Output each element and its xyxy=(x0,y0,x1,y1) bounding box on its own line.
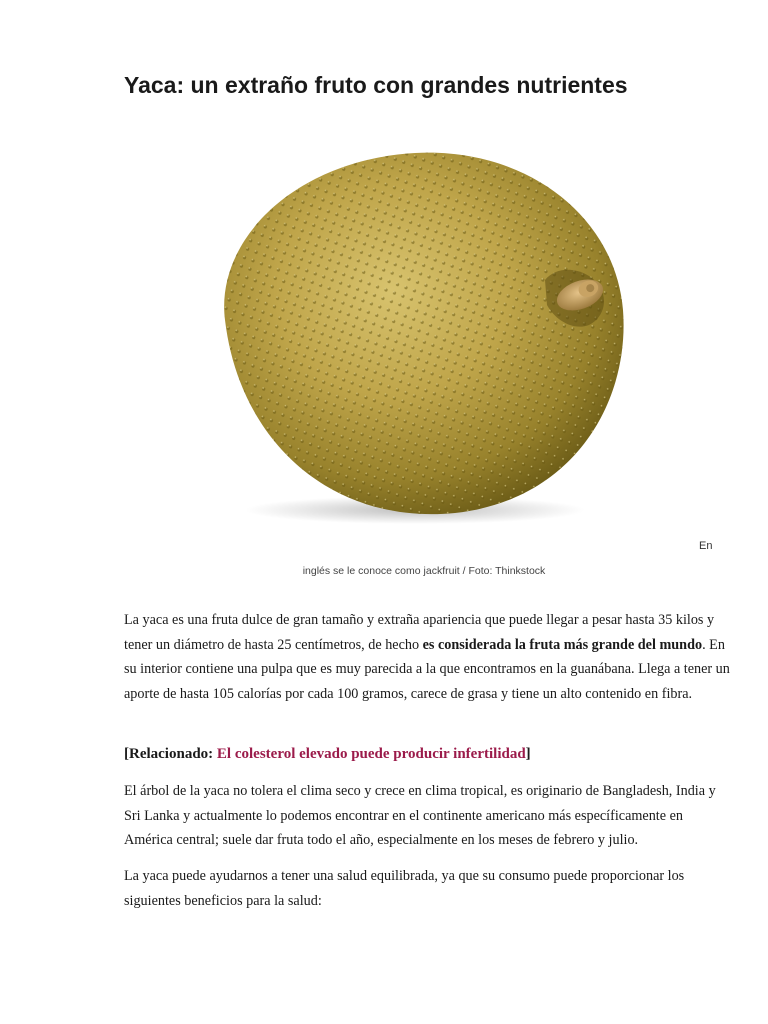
related-label: [Relacionado xyxy=(124,746,209,762)
related-close: ] xyxy=(525,746,531,762)
paragraph-intro-text-a: La yaca es una fruta dulce de gran tamaño y extraña apariencia que puede llegar a pesar hasta 35 kilos y tener un diámetro de hasta 25 centímetros, de hecho xyxy=(124,612,715,653)
paragraph-intro xyxy=(124,608,734,706)
image-caption: inglés se le conoce como jackfruit / Foto: Thinkstock xyxy=(302,565,546,577)
article-title: Yaca: un extraño fruto con grandes nutrientes xyxy=(124,72,628,98)
paragraph-intro-bold: es considerada la fruta más grande del mundo xyxy=(422,636,703,653)
related-article-link[interactable]: El colesterol elevado puede producir infertilidad xyxy=(216,746,526,762)
paragraph-benefits-intro: La yaca puede ayudarnos a tener una salud equilibrada, ya que su consumo puede proporcionar los siguientes beneficios para la salud: xyxy=(124,868,685,909)
image-caption-start: En xyxy=(699,540,713,552)
paragraph-intro-text-b: . En su interior contiene una pulpa que es muy parecida a la que encontramos en la guanábana. Llega a tener un aporte de hasta 105 calorías por cada 100 gramos, carece de grasa y tiene un alto contenido en fibra. xyxy=(124,636,730,702)
related-colon: : xyxy=(208,746,217,762)
jackfruit-image xyxy=(185,145,635,530)
paragraph-origin: El árbol de la yaca no tolera el clima seco y crece en clima tropical, es originario de Bangladesh, India y Sri Lanka y actualmente lo podemos encontrar en el continente americano más específicamente en América central; suele dar fruta todo el año, especialmente en los meses de febrero y julio. xyxy=(124,783,716,848)
related-link-paragraph xyxy=(124,742,734,767)
